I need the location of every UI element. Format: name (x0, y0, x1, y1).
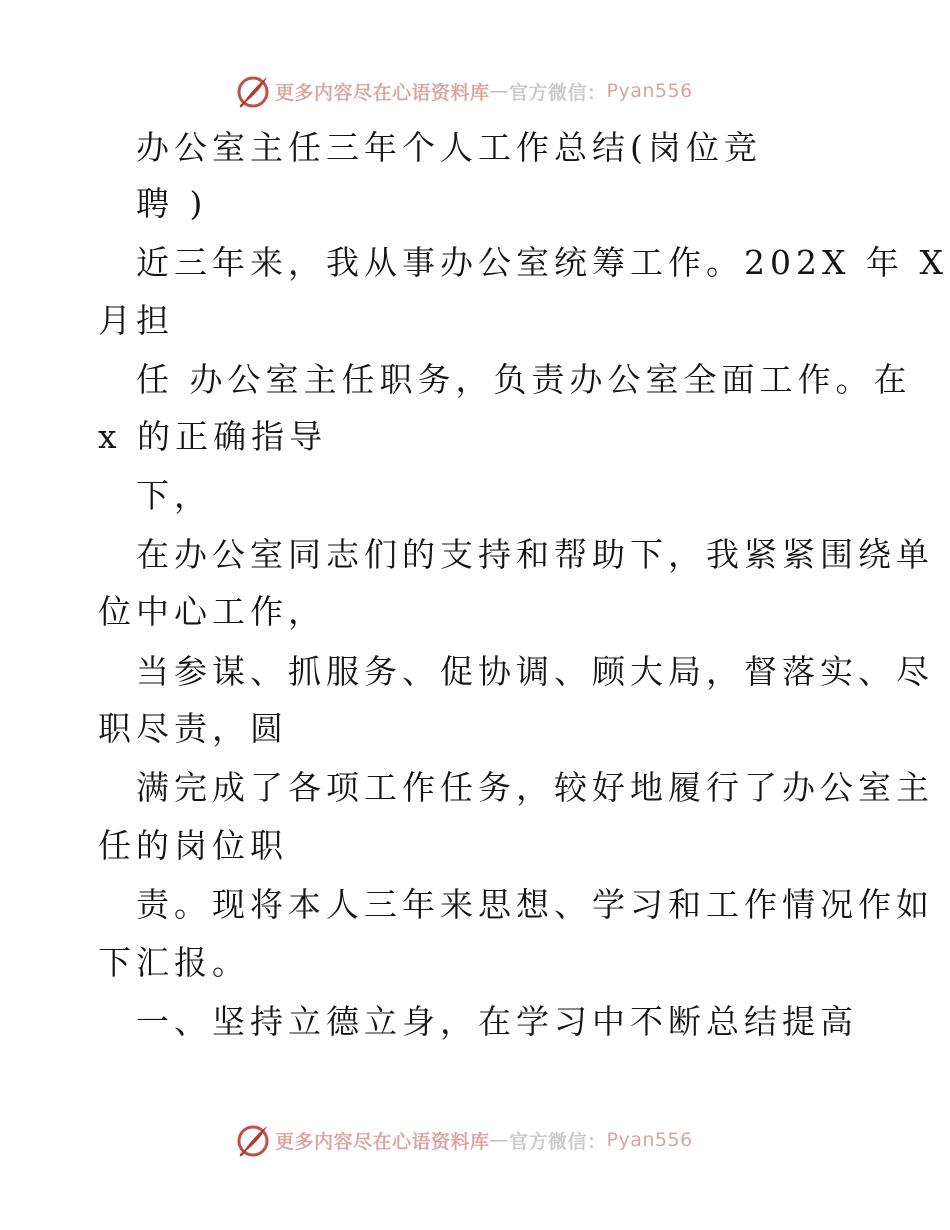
watermark-main-text: 更多内容尽在心语资料库 (275, 81, 490, 104)
paragraph-line: 下， (136, 476, 212, 515)
paragraph-line: 满完成了各项工作任务，较好地履行了办公室主 (136, 768, 934, 807)
document-title-line-1: 办公室主任三年个人工作总结(岗位竞 (136, 128, 762, 167)
paragraph-line: 月担 (98, 301, 174, 340)
paragraph-line: 当参谋、抓服务、促协调、顾大局，督落实、尽 (136, 652, 934, 691)
paragraph-line: 下汇报。 (98, 943, 250, 982)
quill-seal-icon (235, 1122, 271, 1158)
paragraph-line: 职尽责，圆 (98, 709, 288, 748)
section-heading: 一、坚持立德立身，在学习中不断总结提高 (136, 1002, 858, 1041)
paragraph-line: 任 办公室主任职务，负责办公室全面工作。在 (136, 360, 912, 399)
paragraph-line: 在办公室同志们的支持和帮助下，我紧紧围绕单 (136, 535, 934, 574)
watermark-wechat-label: 官方微信： (509, 1130, 607, 1153)
paragraph-line: 责。现将本人三年来思想、学习和工作情况作如 (136, 885, 934, 924)
paragraph-line: 近三年来，我从事办公室统筹工作。202X 年 X (136, 243, 948, 282)
footer-watermark (235, 1122, 693, 1158)
watermark-separator: — (489, 1129, 510, 1151)
paragraph-line: 任的岗位职 (98, 826, 288, 865)
watermark-wechat-id: Pyan556 (606, 80, 693, 102)
watermark-wechat-label: 官方微信： (509, 81, 607, 104)
watermark-wechat-id: Pyan556 (606, 1129, 693, 1151)
watermark-separator: — (489, 80, 510, 102)
document-title-line-2: 聘 ) (136, 184, 208, 223)
paragraph-line: x 的正确指导 (98, 417, 328, 456)
paragraph-line: 位中心工作， (98, 592, 326, 631)
watermark-main-text: 更多内容尽在心语资料库 (275, 1130, 490, 1153)
